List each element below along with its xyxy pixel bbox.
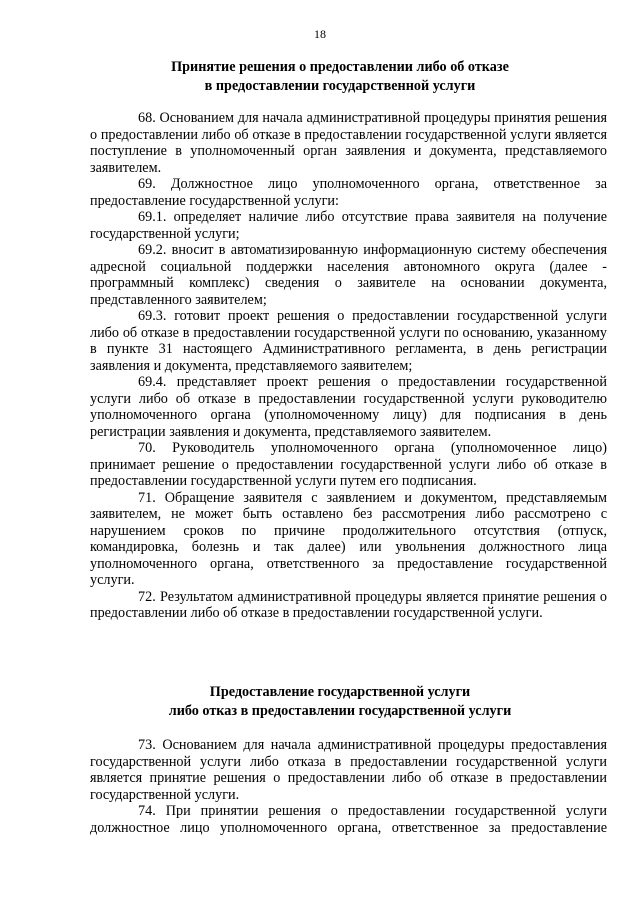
section-body-decision [90,110,607,622]
paragraph-72: 72. Результатом административной процедуры является принятие решения о предоставлении либо об отказе в предоставлении государственной услуги. [90,588,607,621]
section-body-provision [90,737,607,836]
paragraph-69-2: 69.2. вносит в автоматизированную информационную систему обеспечения адресной социальной поддержки населения автономного округа (далее - программный комплекс) сведения о заявителе на основании документа, представленного заявителем; [90,242,607,308]
section-heading-line: либо отказ в предоставлении государственной услуги [168,703,512,719]
section-heading-provision [60,683,620,721]
paragraph-70: 70. Руководитель уполномоченного органа (уполномоченное лицо) принимает решение о предоставлении государственной услуги либо об отказе в предоставлении государственной услуги путем его подписания. [90,440,607,489]
section-heading-decision [60,58,620,96]
section-heading-line: Принятие решения о предоставлении либо об отказе [171,59,509,75]
paragraph-73: 73. Основанием для начала административной процедуры предоставления государственной услуги либо отказа в предоставлении государственной услуги является принятие решения о предоставлении либо об отказе в предоставлении государственной услуги. [90,737,607,803]
paragraph-69: 69. Должностное лицо уполномоченного органа, ответственное за предоставление государственной услуги: [90,176,607,209]
page-number: 18 [314,27,326,41]
paragraph-69-3: 69.3. готовит проект решения о предоставлении государственной услуги либо об отказе в предоставлении государственной услуги по основанию, указанному в пункте 31 настоящего Административного регламента, в день регистрации заявления и документа, представляемого заявителем; [90,308,607,374]
paragraph-69-4: 69.4. представляет проект решения о предоставлении государственной услуги либо об отказе в предоставлении государственной услуги руководителю уполномоченного органа (уполномоченному лицу) для подписания в день регистрации заявления и документа, представляемого заявителем. [90,374,607,440]
paragraph-68: 68. Основанием для начала административной процедуры принятия решения о предоставлении либо об отказе в предоставлении государственной услуги является поступление в уполномоченный орган заявления и документа, представляемого заявителем. [90,110,607,176]
section-heading-line: в предоставлении государственной услуги [204,78,476,94]
section-heading-line: Предоставление государственной услуги [209,684,471,700]
paragraph-74: 74. При принятии решения о предоставлении государственной услуги должностное лицо уполномоченного органа, ответственное за предоставление [90,803,607,836]
paragraph-71: 71. Обращение заявителя с заявлением и документом, представляемым заявителем, не может быть оставлено без рассмотрения либо рассмотрено с нарушением сроков по причине продолжительного отсутствия (отпуск, командировка, болезнь и так далее) или увольнения должностного лица уполномоченного органа, ответственного за предоставление государственной услуги. [90,489,607,588]
paragraph-69-1: 69.1. определяет наличие либо отсутствие права заявителя на получение государственной услуги; [90,209,607,242]
